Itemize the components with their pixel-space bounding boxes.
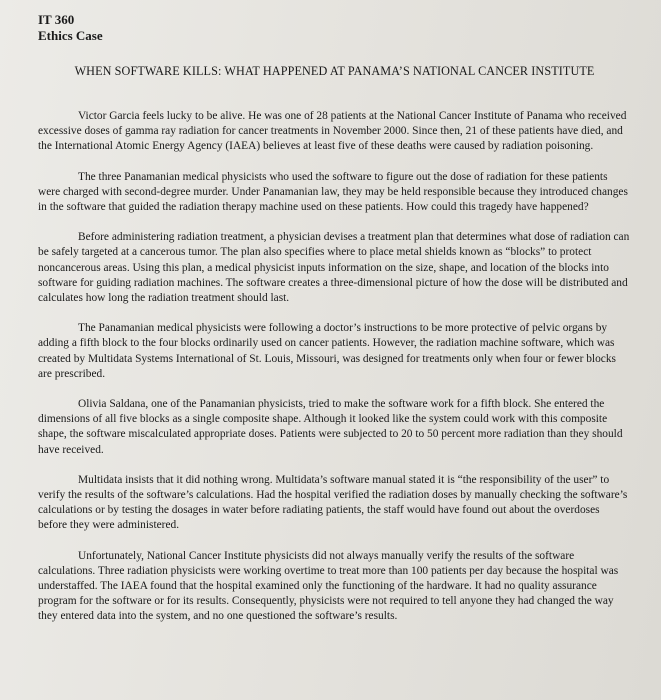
document-title: WHEN SOFTWARE KILLS: WHAT HAPPENED AT PANAMA’S NATIONAL CANCER INSTITUTE [74, 64, 595, 78]
paragraph: The three Panamanian medical physicists who used the software to figure out the dose of radiation for these patients were charged with second-degree murder. Under Panamanian law, they may be held responsible because they introduced changes in the software that guided the radiation therapy machine used on these patients. How could this tragedy have happened? [38, 170, 628, 214]
document-subtitle: Ethics Case [38, 28, 103, 43]
paragraph: Before administering radiation treatment, a physician devises a treatment plan that determines what dose of radiation can be safely targeted at a cancerous tumor. The plan also specifies where to place metal shields known as “blocks” to protect noncancerous areas. Using this plan, a medical physicist inputs information on the size, shape, and location of the blocks into software for guiding radiation machines. The software creates a three-dimensional picture of how the dose will be distributed and calculates how long the radiation treatment should last. [38, 231, 630, 305]
course-code: IT 360 [38, 12, 75, 27]
paragraph: The Panamanian medical physicists were following a doctor’s instructions to be more protective of pelvic organs by adding a fifth block to the four blocks ordinarily used on cancer patients. However, the radiation machine software, which was created by Multidata Systems International of St. Louis, Missouri, was designed for treatments only when four or fewer blocks are prescribed. [38, 322, 616, 380]
paragraph: Multidata insists that it did nothing wrong. Multidata’s software manual stated it is “the responsibility of the user” to verify the results of the software’s calculations. Had the hospital verified the radiation doses by manually checking the software’s calculations or by testing the dosages in water before radiating patients, the staff would have found out about the overdoses before they were administered. [38, 473, 628, 532]
paragraph: Olivia Saldana, one of the Panamanian physicists, tried to make the software work for a fifth block. She entered the dimensions of all five blocks as a single composite shape. Although it looked like the system could work with this composite shape, the software miscalculated appropriate doses. Patients were subjected to 20 to 50 percent more radiation than they should have received. [38, 398, 623, 456]
paragraph: Victor Garcia feels lucky to be alive. He was one of 28 patients at the National Cancer Institute of Panama who received excessive doses of gamma ray radiation for cancer treatments in November 2000. Since then, 21 of these patients have died, and the International Atomic Energy Agency (IAEA) believes at least five of these deaths were caused by radiation poisoning. [38, 110, 627, 153]
paragraph: Unfortunately, National Cancer Institute physicists did not always manually verify the results of the software calculations. Three radiation physicists were working overtime to treat more than 100 patients per day because the hospital was understaffed. The IAEA found that the hospital examined only the functioning of the hardware. It had no quality assurance program for the software or for its results. Consequently, physicists were not required to tell anyone they had changed the way they entered data into the system, and no one questioned the software’s results. [38, 549, 619, 623]
